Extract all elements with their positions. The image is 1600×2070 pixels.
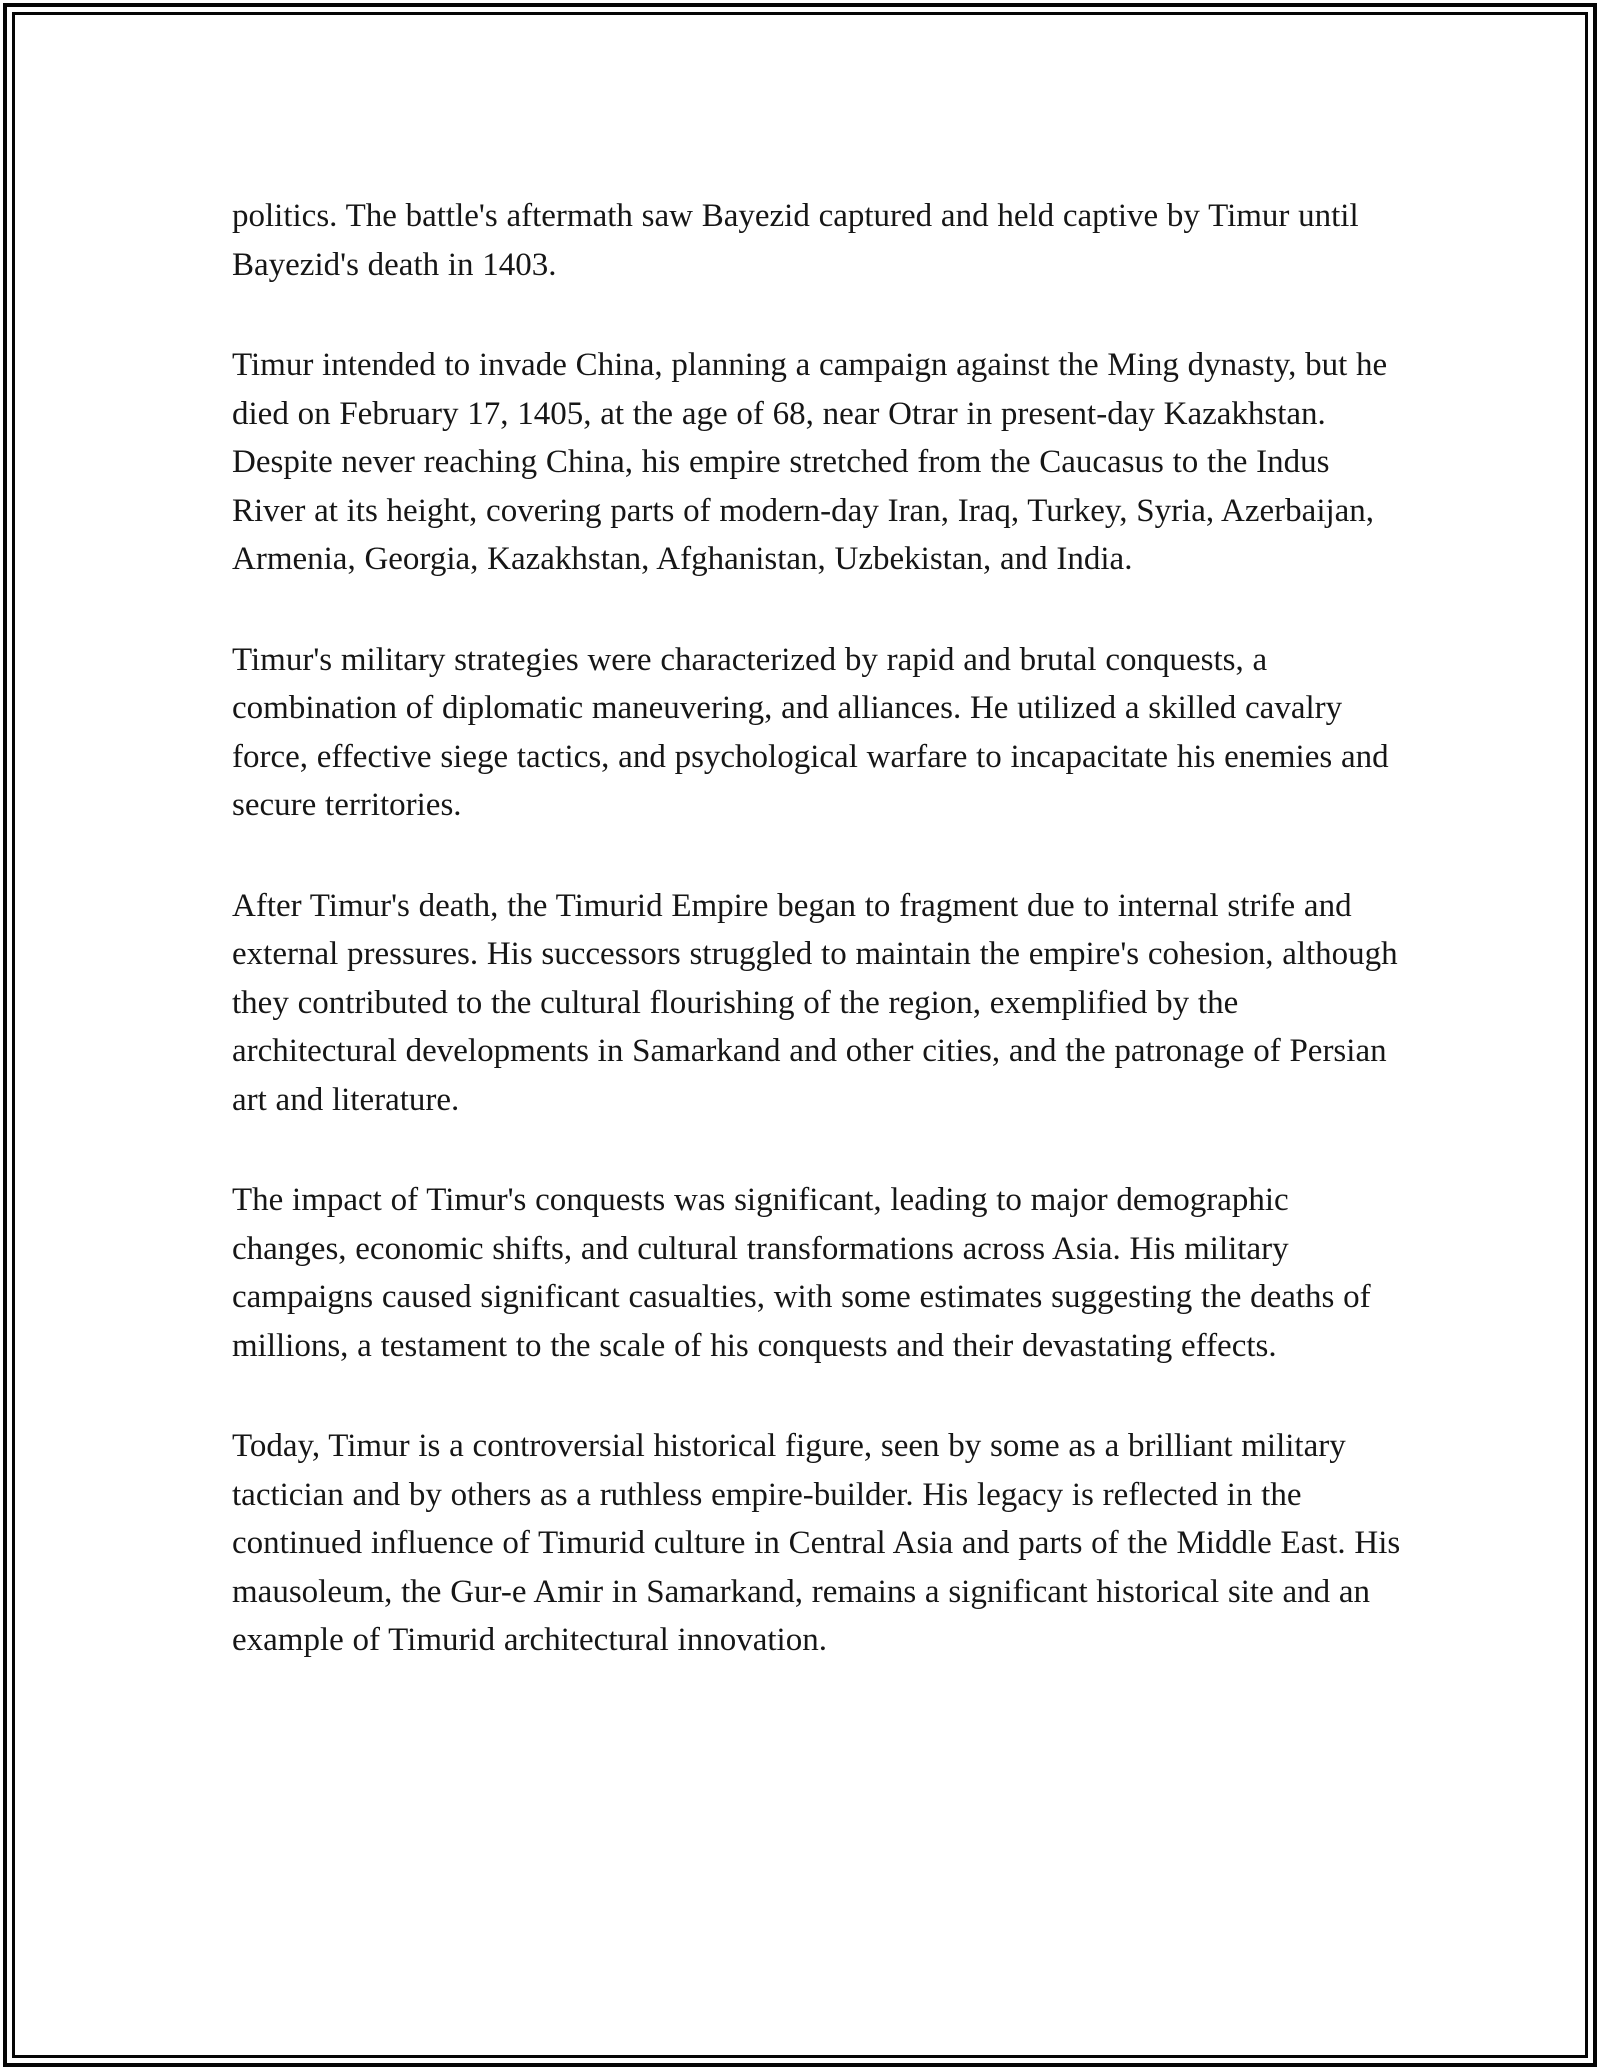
paragraph-3: Timur's military strategies were characterized by rapid and brutal conquests, a combination of diplomatic maneuvering, and alliances. He utilized a skilled cavalry force, effective siege tactics, and psychological warfare to incapacitate his enemies and secure territories. [232, 641, 1389, 823]
paragraph-5: The impact of Timur's conquests was significant, leading to major demographic changes, economic shifts, and cultural transformations across Asia. His military campaigns caused significant casualties, with some estimates suggesting the deaths of millions, a testament to the scale of his conquests and their devastating effects. [232, 1182, 1371, 1364]
paragraph-6: Today, Timur is a controversial historical figure, seen by some as a brilliant military tactician and by others as a ruthless empire-builder. His legacy is reflected in the continued influence of Timurid culture in Central Asia and parts of the Middle East. His mausoleum, the Gur-e Amir in Samarkand, remains a significant historical site and an example of Timurid architectural innovation. [232, 1428, 1401, 1658]
paragraph-1: politics. The battle's aftermath saw Bayezid captured and held captive by Timur until Bayezid's death in 1403. [232, 198, 1359, 283]
document-body [232, 192, 1402, 1665]
paragraph-2: Timur intended to invade China, planning a campaign against the Ming dynasty, but he died on February 17, 1405, at the age of 68, near Otrar in present-day Kazakhstan. Despite never reaching China, his empire stretched from the Caucasus to the Indus River at its height, covering parts of modern-day Iran, Iraq, Turkey, Syria, Azerbaijan, Armenia, Georgia, Kazakhstan, Afghanistan, Uzbekistan, and India. [232, 347, 1388, 577]
paragraph-4: After Timur's death, the Timurid Empire began to fragment due to internal strife and external pressures. His successors struggled to maintain the empire's cohesion, although they contributed to the cultural flourishing of the region, exemplified by the architectural developments in Samarkand and other cities, and the patronage of Persian art and literature. [232, 887, 1398, 1118]
